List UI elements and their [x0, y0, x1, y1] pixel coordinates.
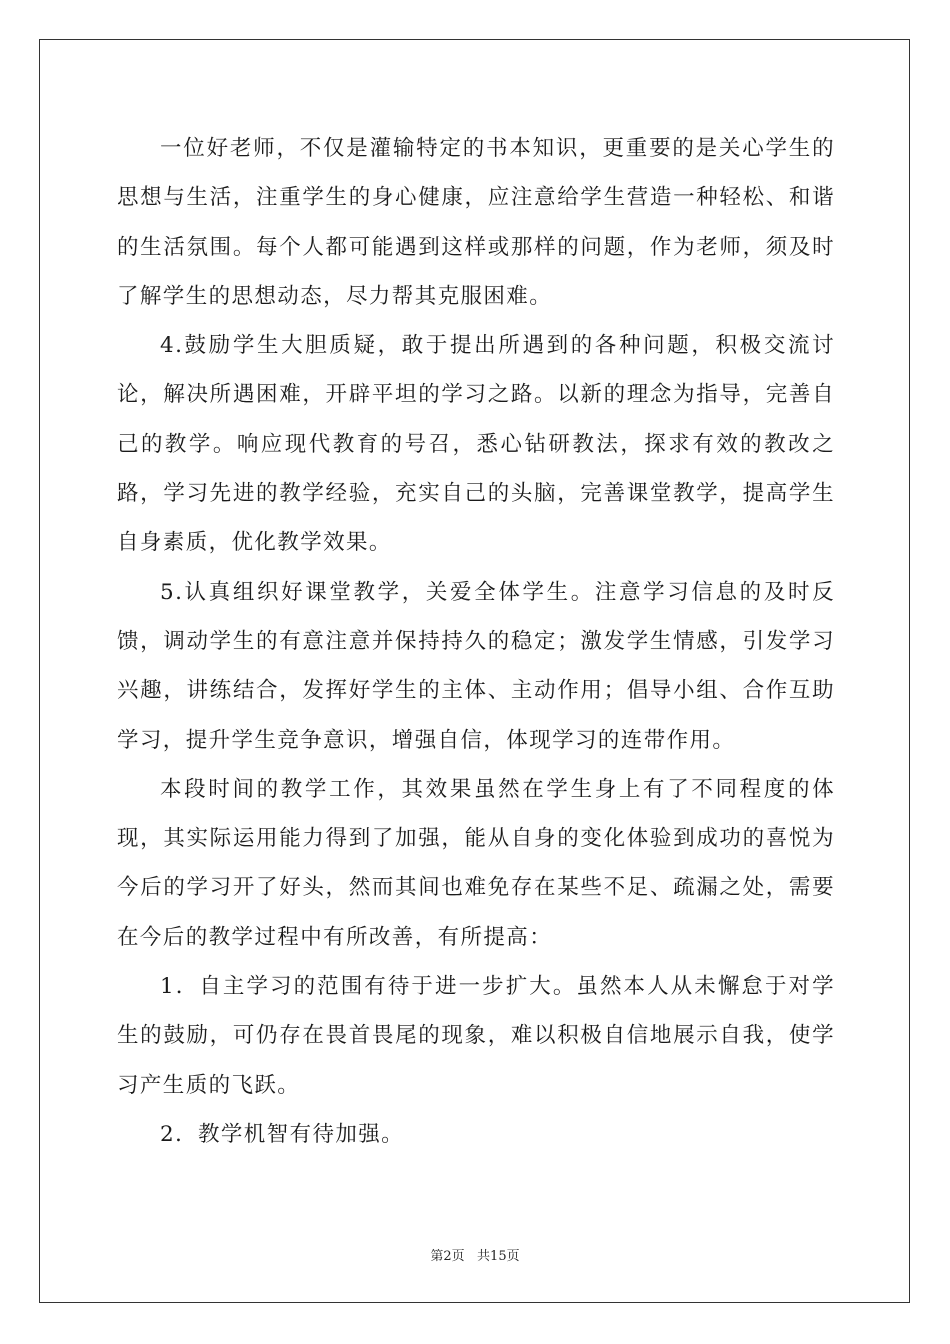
- paragraph-item-5: 5.认真组织好课堂教学，关爱全体学生。注意学习信息的及时反馈，调动学生的有意注意并保持持久的稳定；激发学生情感，引发学习兴趣，讲练结合，发挥好学生的主体、主动作用；倡导小组、合作互助学习，提升学生竞争意识，增强自信，体现学习的连带作用。: [117, 579, 835, 753]
- paragraph-summary: 本段时间的教学工作，其效果虽然在学生身上有了不同程度的体现，其实际运用能力得到了加强，能从自身的变化体验到成功的喜悦为今后的学习开了好头，然而其间也难免存在某些不足、疏漏之处，需要在今后的教学过程中有所改善，有所提高：: [117, 776, 835, 950]
- document-body: [117, 124, 835, 1159]
- page-number-footer: 第2页 共15页: [430, 1249, 520, 1264]
- paragraph-shortcoming-2: 2．教学机智有待加强。: [160, 1121, 405, 1147]
- paragraph-item-4: 4.鼓励学生大胆质疑，敢于提出所遇到的各种问题，积极交流讨论，解决所遇困难，开辟平坦的学习之路。以新的理念为指导，完善自己的教学。响应现代教育的号召，悉心钻研教法，探求有效的教改之路，学习先进的教学经验，充实自己的头脑，完善课堂教学，提高学生自身素质，优化教学效果。: [117, 333, 835, 556]
- paragraph-shortcoming-1: 1．自主学习的范围有待于进一步扩大。虽然本人从未懈怠于对学生的鼓励，可仍存在畏首畏尾的现象，难以积极自信地展示自我，使学习产生质的飞跃。: [117, 974, 835, 1098]
- paragraph-care-students: 一位好老师，不仅是灌输特定的书本知识，更重要的是关心学生的思想与生活，注重学生的身心健康，应注意给学生营造一种轻松、和谐的生活氛围。每个人都可能遇到这样或那样的问题，作为老师，须及时了解学生的思想动态，尽力帮其克服困难。: [117, 136, 835, 309]
